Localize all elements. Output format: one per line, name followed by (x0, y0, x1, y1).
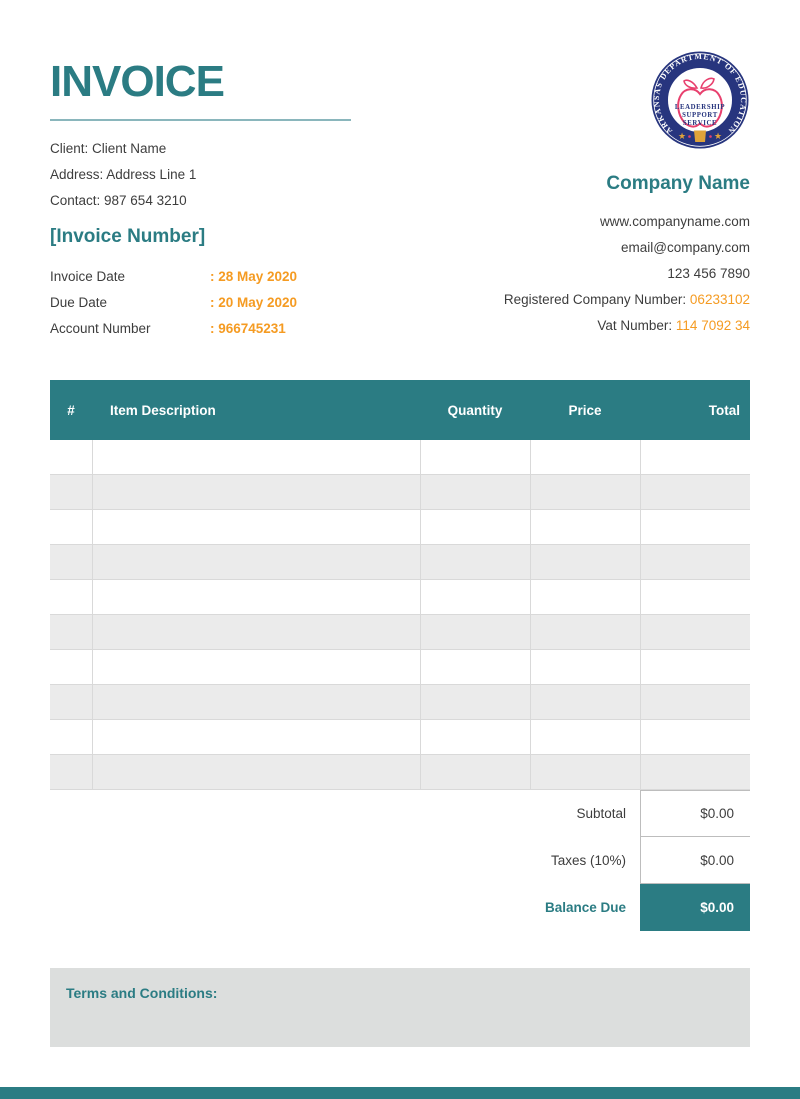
invoice-fields (50, 264, 297, 342)
table-cell (50, 580, 92, 614)
table-cell (640, 650, 750, 684)
invoice-number: [Invoice Number] (50, 226, 206, 247)
items-table-header (50, 380, 750, 440)
table-cell (420, 615, 530, 649)
company-block (504, 172, 750, 339)
table-cell (640, 440, 750, 474)
table-cell (420, 580, 530, 614)
table-cell (50, 755, 92, 789)
due-date-value: : 20 May 2020 (210, 295, 298, 310)
star-icon: ★ (713, 131, 723, 141)
balance-due-value: $0.00 (640, 884, 750, 931)
client-address-line: Address: Address Line 1 (50, 167, 197, 182)
table-cell (420, 685, 530, 719)
table-cell (530, 720, 640, 754)
table-cell (420, 545, 530, 579)
client-contact-line: Contact: 987 654 3210 (50, 193, 187, 208)
header-item-description: Item Description (110, 402, 216, 418)
table-cell (50, 545, 92, 579)
table-cell (420, 440, 530, 474)
table-cell (640, 720, 750, 754)
table-cell (530, 685, 640, 719)
header-quantity: Quantity (447, 402, 503, 418)
table-cell (92, 510, 420, 544)
table-row (50, 615, 750, 650)
subtotal-row (50, 790, 750, 837)
table-row (50, 440, 750, 475)
table-cell (640, 475, 750, 509)
balance-due-label: Balance Due (544, 900, 626, 915)
company-name: Company Name (606, 173, 750, 194)
table-cell (530, 440, 640, 474)
table-cell (92, 580, 420, 614)
table-cell (640, 685, 750, 719)
table-cell (92, 650, 420, 684)
table-cell (420, 475, 530, 509)
company-registration-line (504, 287, 750, 313)
table-cell (530, 650, 640, 684)
totals-section (50, 790, 750, 931)
table-cell (50, 650, 92, 684)
table-cell (530, 615, 640, 649)
table-cell (50, 720, 92, 754)
table-cell (50, 440, 92, 474)
company-seal-logo (650, 50, 750, 150)
table-cell (92, 440, 420, 474)
table-cell (530, 755, 640, 789)
terms-title: Terms and Conditions: (66, 985, 218, 1001)
table-cell (50, 685, 92, 719)
table-row (50, 755, 750, 790)
client-name-line: Client: Client Name (50, 141, 167, 156)
seal-ring-text: ARKANSAS DEPARTMENT OF EDUCATION (651, 51, 749, 136)
account-number-label: Account Number (50, 321, 151, 336)
header-number: # (67, 402, 75, 418)
table-row (50, 580, 750, 615)
table-cell (530, 545, 640, 579)
title-underline (50, 119, 351, 121)
star-icon: ★ (677, 131, 687, 141)
table-cell (530, 475, 640, 509)
terms-box (50, 968, 750, 1047)
table-cell (420, 510, 530, 544)
account-number-value: : 966745231 (210, 321, 286, 336)
table-cell (420, 720, 530, 754)
seal-icon (650, 50, 750, 150)
items-table (50, 380, 750, 790)
due-date-label: Due Date (50, 295, 108, 310)
invoice-date-value: : 28 May 2020 (210, 269, 298, 284)
table-row (50, 685, 750, 720)
table-cell (92, 475, 420, 509)
company-email: email@company.com (621, 240, 750, 255)
client-block (50, 136, 196, 214)
dot-icon (709, 135, 712, 138)
table-cell (420, 650, 530, 684)
vat-label: Vat Number: (597, 318, 676, 333)
table-cell (640, 545, 750, 579)
table-row (50, 475, 750, 510)
account-number-row (50, 316, 297, 342)
taxes-row (50, 837, 750, 884)
table-cell (92, 720, 420, 754)
items-table-body (50, 440, 750, 790)
table-cell (92, 545, 420, 579)
table-cell (420, 755, 530, 789)
table-cell (530, 510, 640, 544)
page-title: INVOICE (50, 57, 224, 106)
table-cell (640, 615, 750, 649)
table-cell (92, 615, 420, 649)
company-website: www.companyname.com (599, 214, 750, 229)
seal-center-line3: SERVICE (682, 120, 718, 127)
table-cell (92, 685, 420, 719)
table-cell (640, 755, 750, 789)
table-cell (50, 475, 92, 509)
footer-bar (0, 1087, 800, 1099)
dot-icon (688, 135, 691, 138)
registration-number: 06233102 (689, 292, 750, 307)
table-cell (50, 510, 92, 544)
table-cell (640, 510, 750, 544)
registration-label: Registered Company Number: (503, 292, 690, 307)
table-cell (530, 580, 640, 614)
table-cell (50, 615, 92, 649)
company-phone: 123 456 7890 (667, 266, 750, 281)
seal-center-line1: LEADERSHIP (674, 104, 726, 111)
table-cell (92, 755, 420, 789)
subtotal-value: $0.00 (640, 790, 750, 837)
taxes-value: $0.00 (640, 837, 750, 884)
due-date-row (50, 290, 297, 316)
balance-due-row (50, 884, 750, 931)
subtotal-label: Subtotal (576, 806, 626, 821)
taxes-label: Taxes (10%) (550, 853, 626, 868)
table-row (50, 720, 750, 755)
seal-center-line2: SUPPORT (682, 112, 718, 119)
company-vat-line (504, 313, 750, 339)
vat-number: 114 7092 34 (675, 318, 750, 333)
table-row (50, 510, 750, 545)
table-row (50, 650, 750, 685)
header-total: Total (708, 402, 740, 418)
table-cell (640, 580, 750, 614)
invoice-date-row (50, 264, 297, 290)
arkansas-state-icon (694, 131, 706, 143)
table-row (50, 545, 750, 580)
invoice-date-label: Invoice Date (50, 269, 126, 284)
header-price: Price (568, 402, 602, 418)
